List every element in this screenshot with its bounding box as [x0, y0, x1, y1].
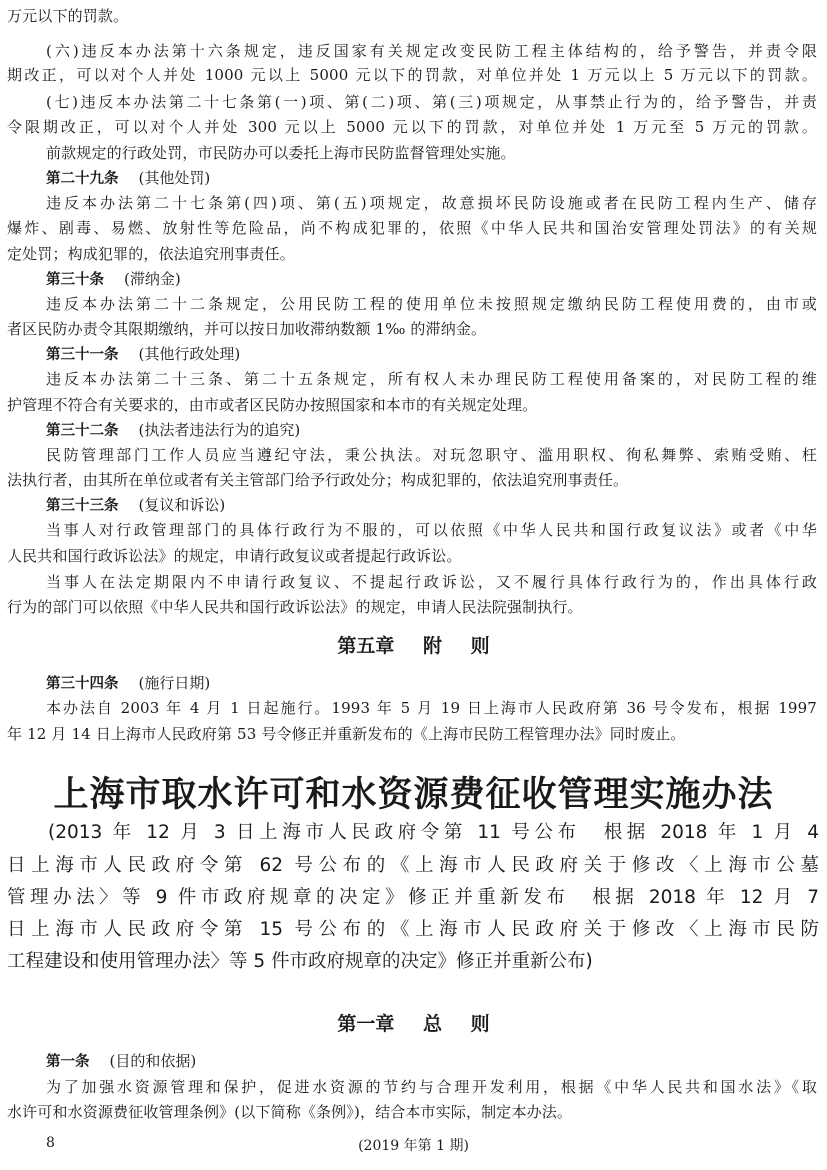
text-line: 当事人在法定期限内不申请行政复议、不提起行政诉讼，又不履行具体行政行为的，作出具体行政: [46, 573, 817, 591]
article-number: 第一条: [46, 1054, 90, 1070]
article-heading: [46, 493, 225, 518]
text-line: 当事人对行政管理部门的具体行政行为不服的，可以依照《中华人民共和国行政复议法》或者《中华: [46, 521, 817, 539]
article-title: (其他行政处理): [138, 345, 241, 363]
text-line: 行为的部门可以依照《中华人民共和国行政诉讼法》的规定，申请人民法院强制执行。: [7, 598, 583, 616]
article-number: 第三十一条: [46, 347, 119, 363]
article-number: 第三十三条: [46, 498, 119, 514]
article-number: 第三十二条: [46, 423, 119, 439]
source-note-line: 管理办法〉等 9 件市政府规章的决定》修正并重新发布 根据 2018 年 12 月 7: [7, 887, 819, 908]
text-line: 违反本办法第二十三条、第二十五条规定，所有权人未办理民防工程使用备案的，对民防工程的维: [46, 370, 817, 388]
chapter-heading: 第五章 附 则: [337, 635, 490, 657]
text-line: 民防管理部门工作人员应当遵纪守法，秉公执法。对玩忽职守、滥用职权、徇私舞弊、索贿受贿、枉: [46, 446, 817, 464]
source-note-line: 日上海市人民政府令第 15 号公布的《上海市人民政府关于修改〈上海市民防: [7, 919, 819, 940]
text-line: 违反本办法第二十二条规定，公用民防工程的使用单位未按照规定缴纳民防工程使用费的，由市或: [46, 295, 817, 313]
text-line: 本办法自 2003 年 4 月 1 日起施行。1993 年 5 月 19 日上海市人民政府第 36 号令发布，根据 1997: [46, 699, 817, 717]
source-note-line: 日上海市人民政府令第 62 号公布的《上海市人民政府关于修改〈上海市公墓: [7, 855, 819, 876]
article-heading: [46, 166, 210, 191]
text-line: 护管理不符合有关要求的，由市或者区民防办按照国家和本市的有关规定处理。: [7, 396, 538, 414]
article-number: 第二十九条: [46, 171, 119, 187]
text-line: 年 12 月 14 日上海市人民政府第 53 号令修正并重新发布的《上海市民防工程管理办法》同时废止。: [7, 725, 686, 743]
text-line: (六)违反本办法第十六条规定，违反国家有关规定改变民防工程主体结构的，给予警告，并责令限: [46, 42, 817, 60]
text-line: 爆炸、剧毒、易燃、放射性等危险品，尚不构成犯罪的，依照《中华人民共和国治安管理处罚法》的有关规: [7, 219, 817, 237]
article-heading: [46, 342, 240, 367]
page-number: 8: [46, 1135, 55, 1151]
article-title: (复议和诉讼): [138, 496, 226, 514]
article-heading: [46, 418, 300, 443]
text-line: 万元以下的罚款。: [7, 7, 129, 25]
article-heading: [46, 267, 181, 292]
source-note-line: (2013 年 12 月 3 日上海市人民政府令第 11 号公布 根据 2018 年 1 月 4: [48, 822, 819, 843]
article-title: (其他处罚): [138, 169, 211, 187]
text-line: 人民共和国行政诉讼法》的规定，申请行政复议或者提起行政诉讼。: [7, 547, 462, 565]
text-line: 前款规定的行政处罚，市民防办可以委托上海市民防监督管理处实施。: [46, 144, 516, 162]
text-line: 者区民防办责令其限期缴纳，并可以按日加收滞纳数额 1‰ 的滞纳金。: [7, 320, 487, 338]
article-title: (滞纳金): [124, 270, 181, 288]
article-heading: [46, 1049, 196, 1074]
article-title: (施行日期): [138, 674, 211, 692]
text-line: 法执行者，由其所在单位或者有关主管部门给予行政处分；构成犯罪的，依法追究刑事责任。: [7, 471, 629, 489]
text-line: (七)违反本办法第二十七条第(一)项、第(二)项、第(三)项规定，从事禁止行为的，给予警告，并责: [46, 93, 817, 111]
article-heading: [46, 671, 210, 696]
text-line: 水许可和水资源费征收管理条例》(以下简称《条例》)，结合本市实际，制定本办法。: [7, 1103, 573, 1121]
document-title: 上海市取水许可和水资源费征收管理实施办法: [53, 775, 774, 815]
issue-label: (2019 年第 1 期): [358, 1138, 469, 1154]
source-note-line: 工程建设和使用管理办法〉等 5 件市政府规章的决定》修正并重新公布): [7, 951, 593, 972]
article-number: 第三十条: [46, 272, 104, 288]
text-line: 定处罚；构成犯罪的，依法追究刑事责任。: [7, 245, 295, 263]
article-number: 第三十四条: [46, 676, 119, 692]
chapter-heading: 第一章 总 则: [337, 1013, 490, 1035]
text-line: 违反本办法第二十七条第(四)项、第(五)项规定，故意损坏民防设施或者在民防工程内生产、储存: [46, 194, 817, 212]
article-title: (目的和依据): [109, 1052, 197, 1070]
text-line: 期改正，可以对个人并处 1000 元以上 5000 元以下的罚款，对单位并处 1 万元以上 5 万元以下的罚款。: [7, 66, 817, 84]
article-title: (执法者违法行为的追究): [138, 421, 301, 439]
text-line: 令限期改正，可以对个人并处 300 元以上 5000 元以下的罚款，对单位并处 1 万元至 5 万元的罚款。: [7, 118, 817, 136]
text-line: 为了加强水资源管理和保护，促进水资源的节约与合理开发利用，根据《中华人民共和国水法》《取: [46, 1078, 817, 1096]
